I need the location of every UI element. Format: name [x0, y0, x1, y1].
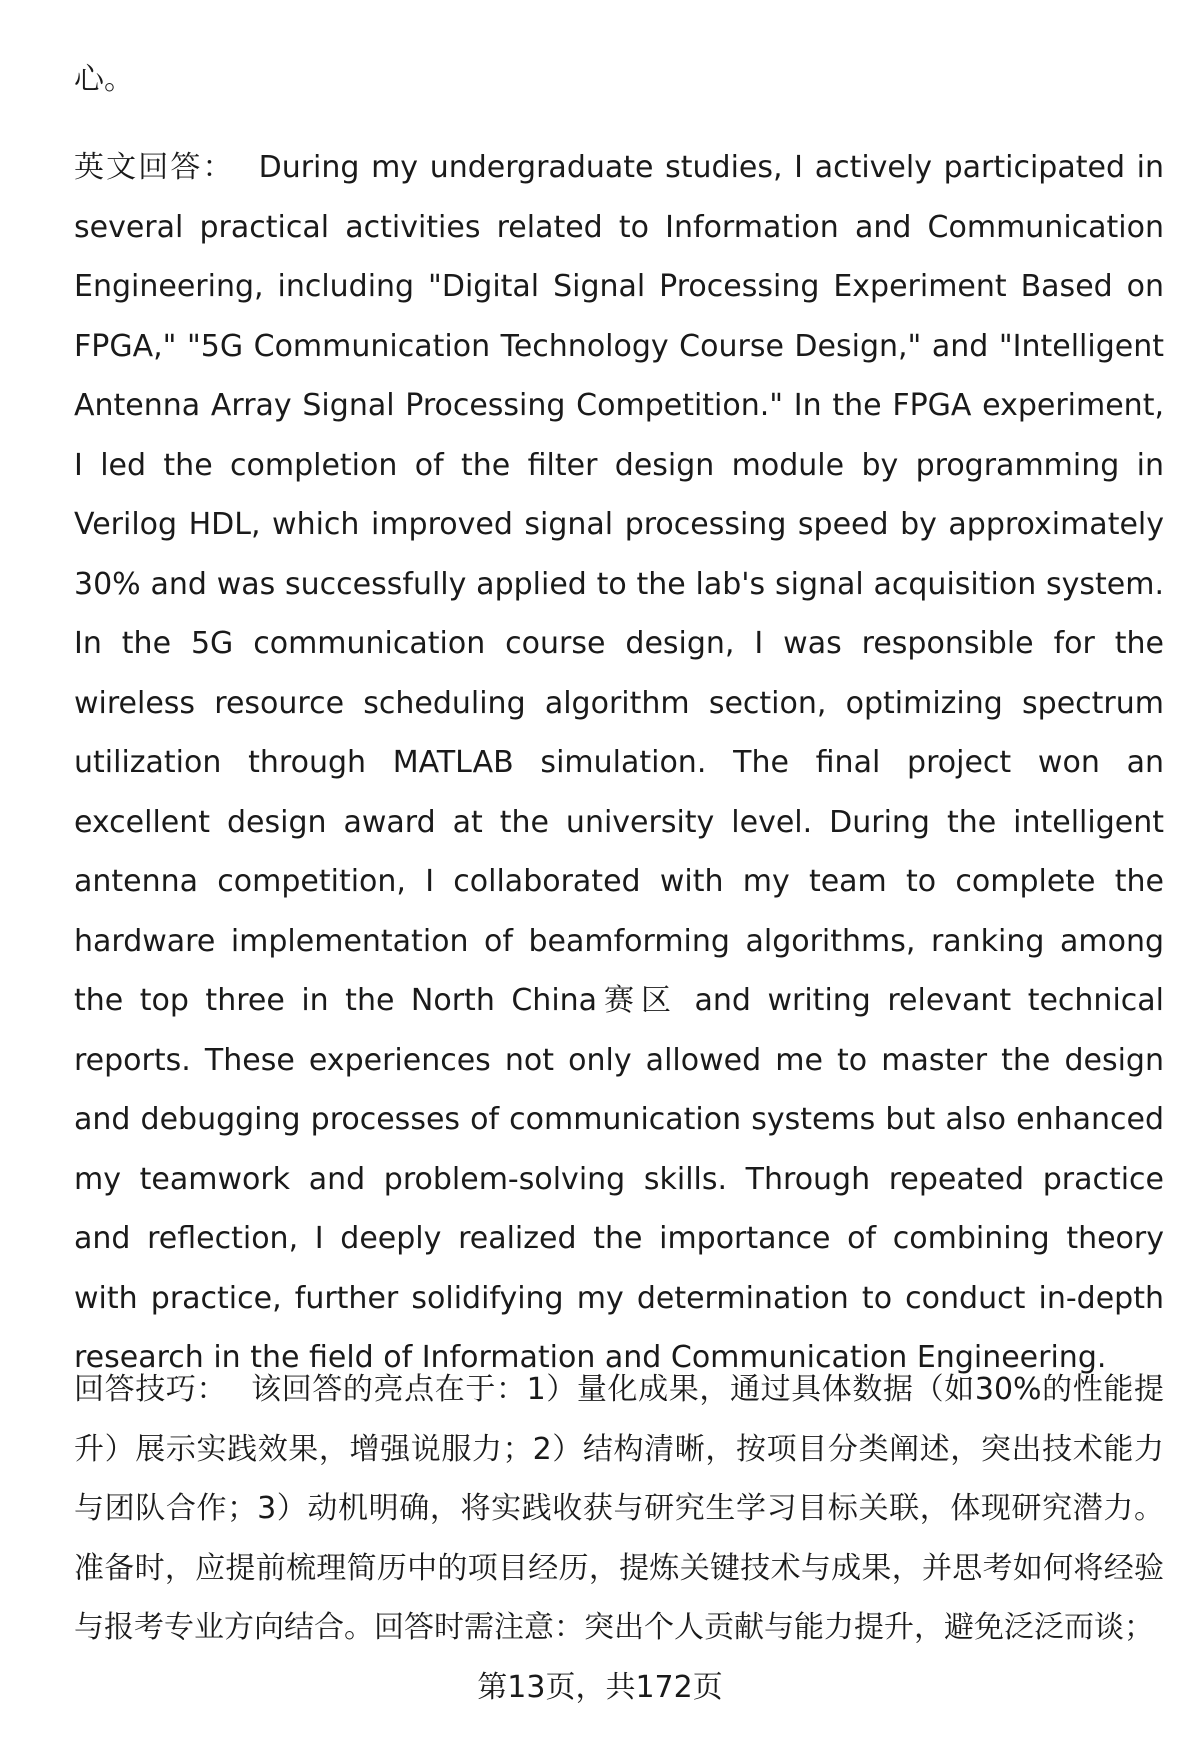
answer-tips-paragraph: [74, 1360, 1164, 1658]
english-answer-label: 英文回答：: [74, 150, 235, 185]
answer-tips-label: 回答技巧：: [74, 1372, 228, 1407]
continuation-line: 心。: [74, 62, 134, 97]
continuation-text: [74, 50, 1164, 110]
english-answer-paragraph: [74, 138, 1164, 1388]
page-number-footer: 第13页，共172页: [477, 1670, 723, 1705]
english-answer-body: During my undergraduate studies, I actively participated in several practical activities related to Information and Communication Engineering, including "Digital Signal Processing Experiment Based on FPGA," "5G Communication Technology Course Design," and "Intelligent Antenna Array Signal Processing Competition." In the FPGA experiment, I led the completion of the filter design module by programming in Verilog HDL, which improved signal processing speed by approximately 30% and was successfully applied to the lab's signal acquisition system. In the 5G communication course design, I was responsible for the wireless resource scheduling algorithm section, optimizing spectrum utilization through MATLAB simulation. The final project won an excellent design award at the university level. During the intelligent antenna competition, I collaborated with my team to complete the hardware implementation of beamforming algorithms, ranking among the top three in the North China赛区 and writing relevant technical reports. These experiences not only allowed me to master the design and debugging processes of communication systems but also enhanced my teamwork and problem-solving skills. Through repeated practice and reflection, I deeply realized the importance of combining theory with practice, further solidifying my determination to conduct in-depth research in the field of Information and Communication Engineering.: [74, 150, 1164, 1375]
answer-tips-body: 该回答的亮点在于：1）量化成果，通过具体数据（如30%的性能提升）展示实践效果，增强说服力；2）结构清晰，按项目分类阐述，突出技术能力与团队合作；3）动机明确，将实践收获与研究生学习目标关联，体现研究潜力。准备时，应提前梳理简历中的项目经历，提炼关键技术与成果，并思考如何将经验与报考专业方向结合。回答时需注意：突出个人贡献与能力提升，避免泛泛而谈；: [74, 1372, 1164, 1645]
